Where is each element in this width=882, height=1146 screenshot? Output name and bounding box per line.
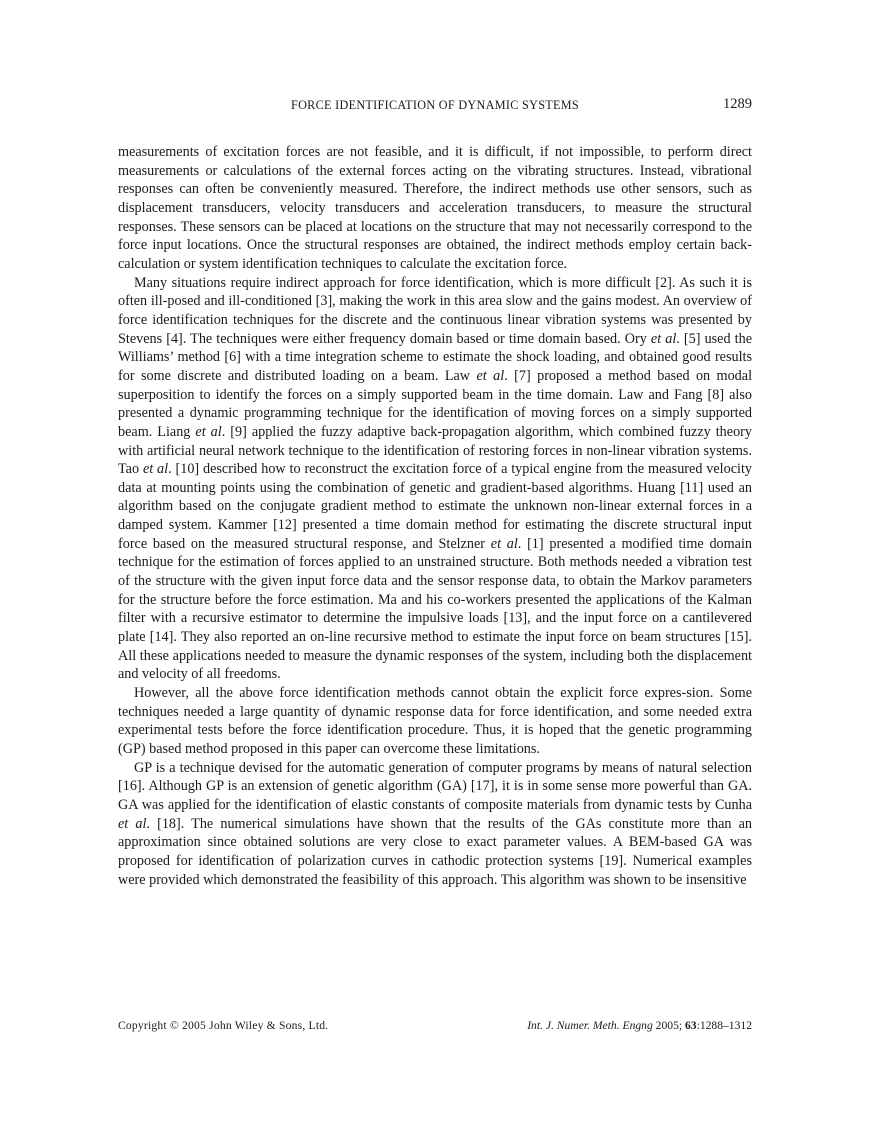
paragraph <box>118 684 752 759</box>
text-run: Many situations require indirect approach for force identification, which is more difficult [2]. As such it is often ill-posed and ill-conditioned [3], making the work in this area slow and the gains modest. An overview of force identification techniques for the discrete and the continuous linear vibration systems was presented by Stevens [4]. The techniques were either frequency domain based or time domain based. Ory <box>118 274 752 347</box>
running-title: FORCE IDENTIFICATION OF DYNAMIC SYSTEMS <box>291 98 579 112</box>
italic-run: et al <box>476 367 505 384</box>
running-header <box>118 96 752 114</box>
text-run: . [18]. The numerical simulations have shown that the results of the GAs constitute more than an approximation since obtained solutions are very close to exact parameter values. A BEM-based GA was proposed for identification of polarization curves in cathodic protection systems [19]. Numerical examples were provided which demonstrated the feasibility of this approach. This algorithm was shown to be insensitive <box>118 815 753 888</box>
paragraph <box>118 759 752 890</box>
text-run: . [7] proposed a method based on modal superposition to identify the forces on a simply supported beam in the time domain. Law and Fang [8] also presented a dynamic programming technique for the identification of moving forces on a simply supported beam. Liang <box>118 367 753 440</box>
italic-run: et al <box>650 330 677 347</box>
italic-run: et al <box>118 815 147 832</box>
paragraph <box>118 274 752 684</box>
copyright-notice: Copyright © 2005 John Wiley & Sons, Ltd. <box>118 1019 329 1032</box>
paragraph <box>118 143 752 274</box>
text-run: . [1] presented a modified time domain technique for the estimation of forces applied to an unstrained structure. Both methods needed a vibration test of the structure with the given input force data and the sensor response data, to obtain the Markov parameters for the structure before the force estimation. Ma and his co-workers presented the applications of the Kalman filter with a recursive estimator to determine the impulsive loads [13], and the input force on a cantilevered plate [14]. They also reported an on-line recursive method to estimate the input force on beam structures [15]. All these applications needed to measure the dynamic responses of the system, including both the displacement and velocity of all freedoms. <box>118 535 753 683</box>
body-text <box>118 143 752 889</box>
text-run: measurements of excitation forces are not feasible, and it is difficult, if not impossible, to perform direct measurements or calculations of the external forces acting on the vibrating structures. Instead, vibrational responses can often be conveniently measured. Therefore, the indirect methods use other sensors, such as displacement transducers, velocity transducers and acceleration transducers, to measure the structural responses. These sensors can be placed at locations on the structure that may not necessarily correspond to the force input locations. Once the structural responses are obtained, the indirect methods employ certain back-calculation or system identification techniques to calculate the excitation force. <box>118 144 752 272</box>
journal-pages: :1288–1312 <box>696 1019 752 1032</box>
italic-run: et al <box>490 535 518 552</box>
journal-citation <box>527 1019 752 1032</box>
journal-name: Int. J. Numer. Meth. Engng <box>527 1019 653 1032</box>
text-run: However, all the above force identification methods cannot obtain the explicit force expres-sion. Some techniques needed a large quantity of dynamic response data for force identification, and some needed extra experimental tests before the force identification procedure. Thus, it is hoped that the genetic programming (GP) based method proposed in this paper can overcome these limitations. <box>118 685 752 757</box>
page-footer <box>118 1019 752 1037</box>
italic-run: et al <box>142 461 169 478</box>
text-run: . [10] described how to reconstruct the excitation force of a typical engine from the measured velocity data at mounting points using the combination of genetic and gradient-based algorithms. Huang [11] used an algorithm based on the conjugate gradient method to estimate the unknown non-linear external forces in a damped system. Kammer [12] presented a time domain method for estimating the discrete structural input force based on the measured structural response, and Stelzner <box>118 461 752 552</box>
journal-year: 2005; <box>655 1019 683 1032</box>
italic-run: et al <box>195 423 222 440</box>
text-run: GP is a technique devised for the automatic generation of computer programs by means of natural selection [16]. Although GP is an extension of genetic algorithm (GA) [17], it is in some sense more powerful than GA. GA was applied for the identification of elastic constants of composite materials from dynamic tests by Cunha <box>118 759 752 813</box>
journal-volume: 63 <box>685 1019 697 1032</box>
text-run: . [9] applied the fuzzy adaptive back-propagation algorithm, which combined fuzzy theory with artificial neural network technique to the identification of restoring forces in non-linear vibration systems. Tao <box>118 423 752 478</box>
text-run: . [5] used the Williams’ method [6] with a time integration scheme to estimate the shock loading, and obtained good results for some discrete and distributed loading on a beam. Law <box>118 330 752 384</box>
page-number: 1289 <box>723 96 752 112</box>
